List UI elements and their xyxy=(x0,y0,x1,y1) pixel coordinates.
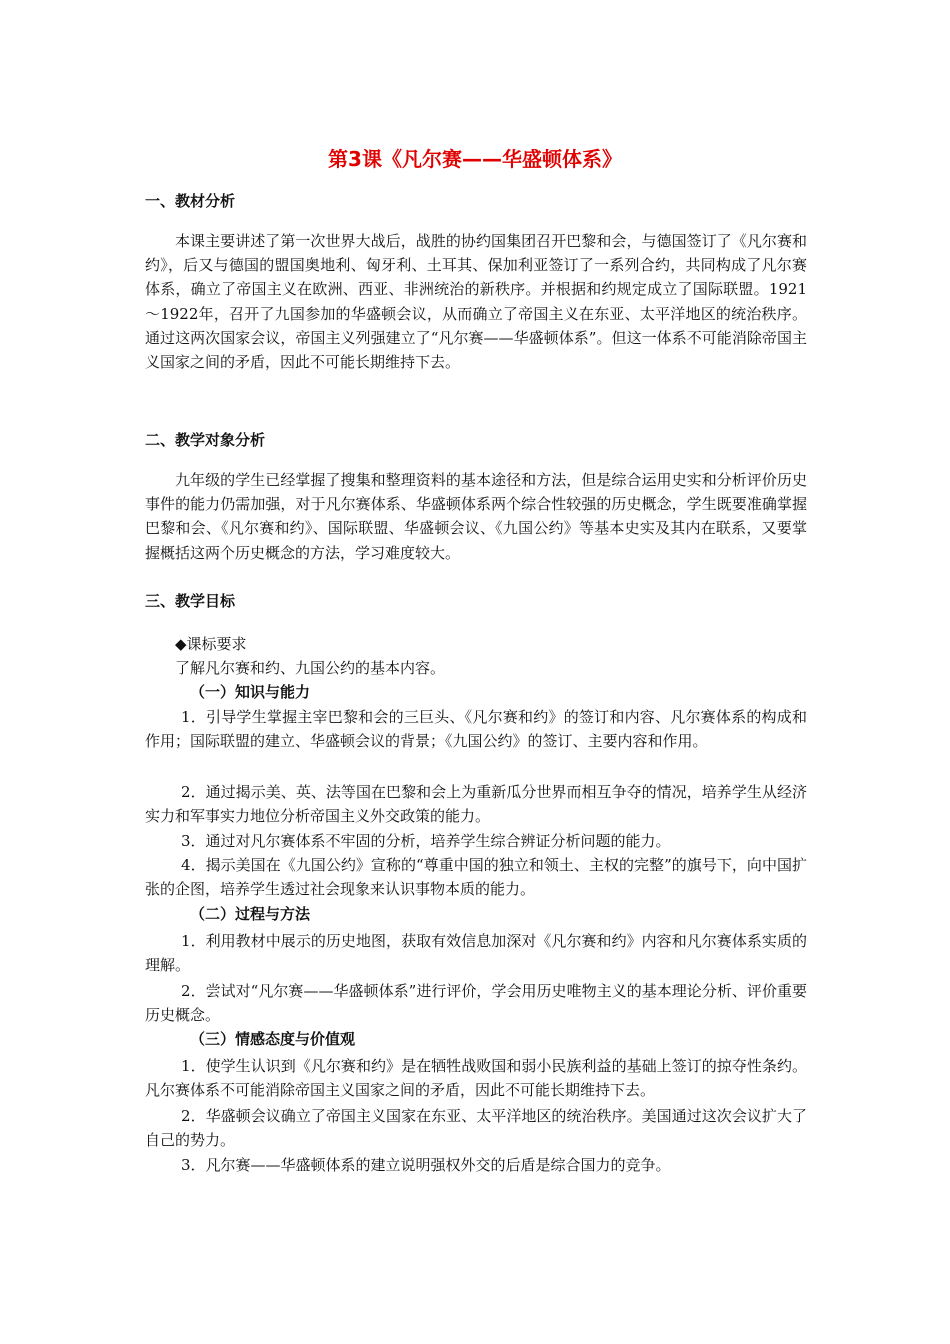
goal-item: 1．引导学生掌握主宰巴黎和会的三巨头、《凡尔赛和约》的签订和内容、凡尔赛体系的构成和作用；国际联盟的建立、华盛顿会议的背景；《九国公约》的签订、主要内容和作用。 xyxy=(145,708,807,751)
goal-item: 1．利用教材中展示的历史地图，获取有效信息加深对《凡尔赛和约》内容和凡尔赛体系实质的理解。 xyxy=(145,932,807,975)
page-title: 第3课《凡尔赛——华盛顿体系》 xyxy=(328,147,622,171)
goal-item: 2．华盛顿会议确立了帝国主义国家在东亚、太平洋地区的统治秩序。美国通过这次会议扩大了自己的势力。 xyxy=(145,1107,807,1150)
subheading-emotion-values: （三）情感态度与价值观 xyxy=(190,1030,356,1048)
section-paragraph-material-analysis: 本课主要讲述了第一次世界大战后，战胜的协约国集团召开巴黎和会，与德国签订了《凡尔赛和约》，后又与德国的盟国奥地利、匈牙利、土耳其、保加利亚签订了一系列合约，共同构成了凡尔赛体系，确立了帝国主义在欧洲、西亚、非洲统治的新秩序。并根据和约规定成立了国际联盟。1921～1922年，召开了九国参加的华盛顿会议，从而确立了帝国主义在东亚、太平洋地区的统治秩序。通过这两次国家会议，帝国主义列强建立了“凡尔赛——华盛顿体系”。但这一体系不可能消除帝国主义国家之间的矛盾，因此不可能长期维持下去。 xyxy=(145,232,807,372)
section-heading-student-analysis: 二、教学对象分析 xyxy=(145,431,266,449)
goal-item: 3．通过对凡尔赛体系不牢固的分析，培养学生综合辨证分析问题的能力。 xyxy=(181,832,671,850)
goal-item: 4．揭示美国在《九国公约》宣称的“尊重中国的独立和领土、主权的完整”的旗号下，向中国扩张的企图，培养学生透过社会现象来认识事物本质的能力。 xyxy=(145,856,807,899)
goal-item: 3．凡尔赛——华盛顿体系的建立说明强权外交的后盾是综合国力的竞争。 xyxy=(181,1156,671,1174)
curriculum-standard-text: 了解凡尔赛和约、九国公约的基本内容。 xyxy=(175,659,446,677)
section-paragraph-student-analysis: 九年级的学生已经掌握了搜集和整理资料的基本途径和方法，但是综合运用史实和分析评价历史事件的能力仍需加强，对于凡尔赛体系、华盛顿体系两个综合性较强的历史概念，学生既要准确掌握巴黎和会、《凡尔赛和约》、国际联盟、华盛顿会议、《九国公约》等基本史实及其内在联系，又要掌握概括这两个历史概念的方法，学习难度较大。 xyxy=(145,471,807,562)
goal-item: 1．使学生认识到《凡尔赛和约》是在牺牲战败国和弱小民族利益的基础上签订的掠夺性条约。凡尔赛体系不可能消除帝国主义国家之间的矛盾，因此不可能长期维持下去。 xyxy=(145,1057,807,1100)
subheading-process-method: （二）过程与方法 xyxy=(190,905,311,923)
goal-item: 2．通过揭示美、英、法等国在巴黎和会上为重新瓜分世界而相互争夺的情况，培养学生从经济实力和军事实力地位分析帝国主义外交政策的能力。 xyxy=(145,783,807,826)
curriculum-standard-label: ◆课标要求 xyxy=(175,635,247,653)
section-heading-teaching-goals: 三、教学目标 xyxy=(145,592,236,610)
subheading-knowledge-ability: （一）知识与能力 xyxy=(190,683,311,701)
goal-item: 2．尝试对“凡尔赛——华盛顿体系”进行评价，学会用历史唯物主义的基本理论分析、评价重要历史概念。 xyxy=(145,982,807,1025)
section-heading-material-analysis: 一、教材分析 xyxy=(145,192,236,210)
